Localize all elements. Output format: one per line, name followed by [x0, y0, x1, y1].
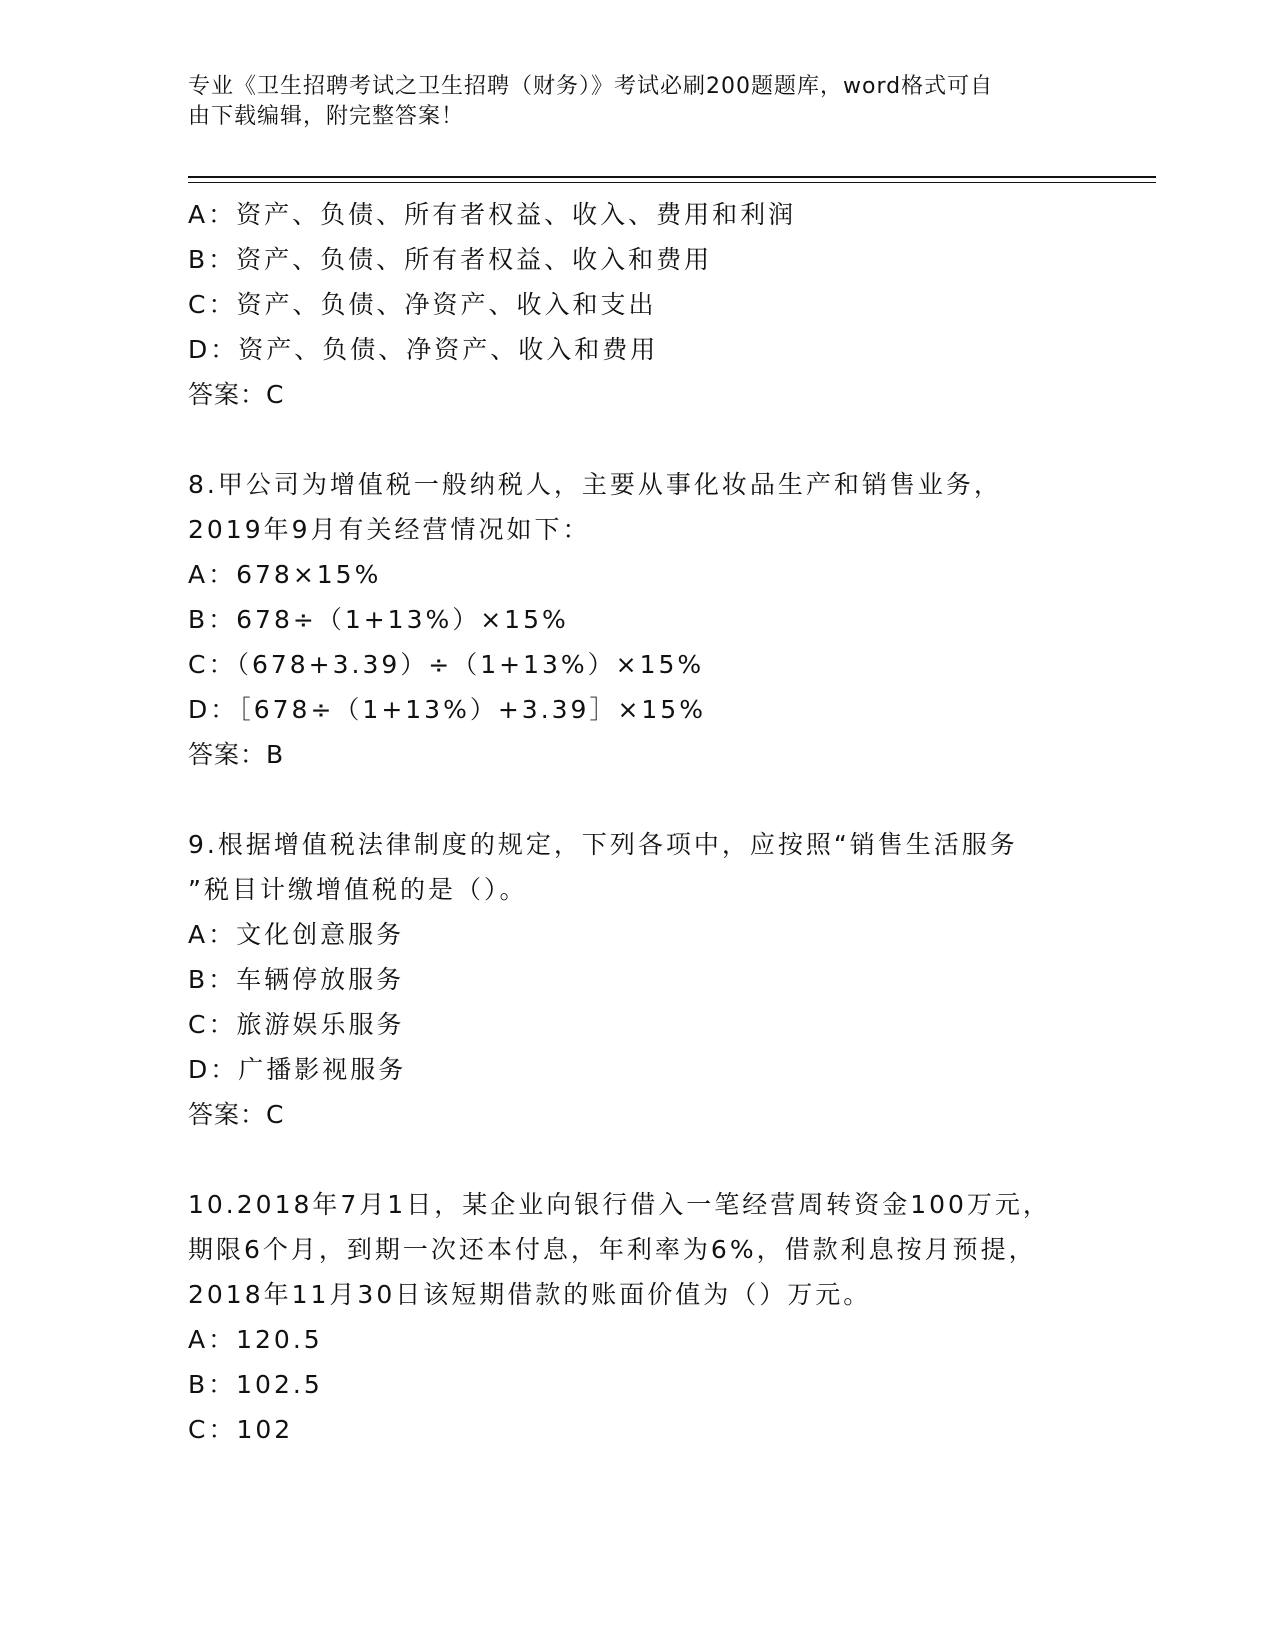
option-a: A：文化创意服务 [188, 920, 405, 949]
option-c: C：（678+3.39）÷（1+13%）×15% [188, 650, 705, 679]
question-stem: 10.2018年7月1日，某企业向银行借入一笔经营周转资金100万元， [188, 1190, 1051, 1219]
header-line-1: 专业《卫生招聘考试之卫生招聘（财务）》考试必刷200题题库，word格式可自 [188, 74, 994, 99]
header-divider-thick [188, 176, 1156, 178]
answer: 答案：C [188, 1100, 285, 1129]
option-b: B：资产、负债、所有者权益、收入和费用 [188, 245, 713, 274]
option-d: D：广播影视服务 [188, 1055, 407, 1084]
question-7 [188, 192, 1088, 417]
header-divider-thin [188, 182, 1156, 183]
option-d: D：［678÷（1+13%）+3.39］×15% [188, 695, 706, 724]
question-stem: 期限6个月，到期一次还本付息，年利率为6%，借款利息按月预提， [188, 1235, 1037, 1264]
question-stem: 9.根据增值税法律制度的规定，下列各项中，应按照“销售生活服务 [188, 830, 1018, 859]
question-stem: 2019年9月有关经营情况如下： [188, 515, 591, 544]
question-10 [188, 1182, 1088, 1452]
option-b: B：102.5 [188, 1370, 323, 1399]
option-c: C：旅游娱乐服务 [188, 1010, 405, 1039]
answer: 答案：B [188, 740, 285, 769]
option-b: B：678÷（1+13%）×15% [188, 605, 569, 634]
option-c: C：资产、负债、净资产、收入和支出 [188, 290, 657, 319]
option-a: A：资产、负债、所有者权益、收入、费用和利润 [188, 200, 797, 229]
option-b: B：车辆停放服务 [188, 965, 405, 994]
header-line-2: 由下载编辑，附完整答案！ [188, 104, 465, 129]
document-header [188, 72, 1068, 132]
option-a: A：678×15% [188, 560, 382, 589]
question-stem: ”税目计缴增值税的是（）。 [188, 875, 528, 904]
answer: 答案：C [188, 380, 285, 409]
option-c: C：102 [188, 1415, 294, 1444]
option-a: A：120.5 [188, 1325, 323, 1354]
question-stem: 2018年11月30日该短期借款的账面价值为（）万元。 [188, 1280, 872, 1309]
option-d: D：资产、负债、净资产、收入和费用 [188, 335, 659, 364]
question-stem: 8.甲公司为增值税一般纳税人，主要从事化妆品生产和销售业务， [188, 470, 1002, 499]
question-9 [188, 822, 1088, 1137]
question-list [188, 192, 1088, 1452]
question-8 [188, 462, 1088, 777]
